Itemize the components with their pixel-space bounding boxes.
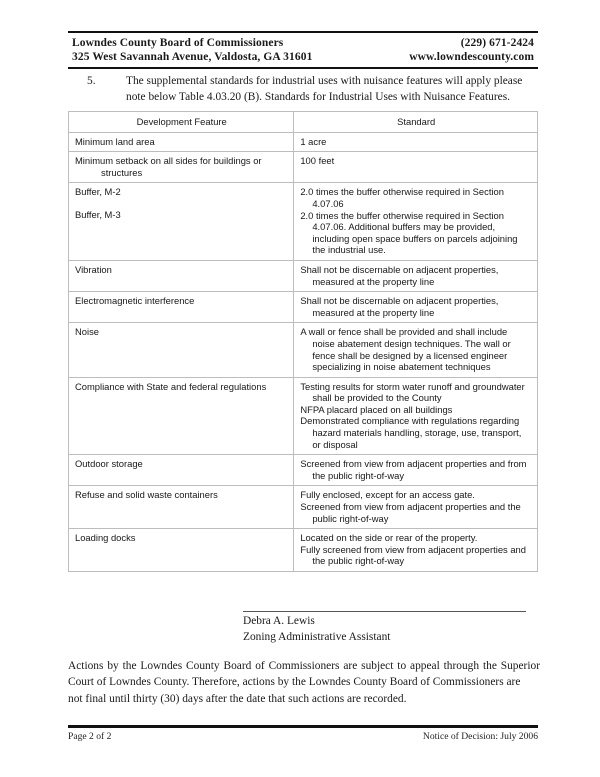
table-row [69, 529, 538, 572]
standard-text: Shall not be discernable on adjacent properties, measured at the property line [300, 263, 499, 287]
feature-text-buffer-m2: Buffer, M-2 [75, 186, 121, 198]
cell-standard [294, 183, 538, 261]
cell-feature [69, 183, 294, 261]
signer-title: Zoning Administrative Assistant [243, 630, 391, 643]
standard-text: 100 feet [300, 155, 335, 167]
standard-text: A wall or fence shall be provided and shall include noise abatement design techniques. The wall or fence shall be designed by a licensed engineer specializing in noise abatement techniques [300, 326, 511, 373]
page-number: Page 2 of 2 [68, 731, 112, 742]
feature-text: Vibration [75, 263, 112, 275]
cell-feature [69, 260, 294, 291]
signer-name: Debra A. Lewis [243, 615, 315, 627]
cell-feature [69, 132, 294, 152]
cell-feature [69, 486, 294, 529]
feature-text: Noise [75, 326, 99, 338]
standard-text: Screened from view from adjacent properties and from the public right-of-way [300, 458, 527, 481]
table-body [69, 132, 538, 571]
table-row [69, 292, 538, 323]
table-row [69, 260, 538, 291]
table-row [69, 323, 538, 377]
standard-text-buffer-m2: 2.0 times the buffer otherwise required in Section 4.07.06 [300, 186, 504, 209]
standard-text: Shall not be discernable on adjacent properties, measured at the property line [300, 295, 499, 318]
numbered-item-5 [68, 74, 538, 105]
item-number: 5. [87, 75, 96, 87]
appeal-notice-paragraph [68, 658, 540, 707]
feature-text: Refuse and solid waste containers [75, 489, 218, 501]
cell-feature [69, 529, 294, 572]
cell-feature [69, 377, 294, 455]
letterhead-line-2 [68, 50, 538, 64]
item-text-line-2: note below Table 4.03.20 (B). Standards for Industrial Uses with Nuisance Features. [126, 90, 510, 103]
cell-standard [294, 152, 538, 183]
standard-text-line-2: NFPA placard placed on all buildings [300, 403, 453, 415]
mailing-address: 325 West Savannah Avenue, Valdosta, GA 31601 [72, 51, 313, 63]
column-header-development-feature: Development Feature [69, 112, 294, 133]
table-row [69, 455, 538, 486]
table-row [69, 152, 538, 183]
table-head [69, 112, 538, 133]
cell-standard [294, 529, 538, 572]
letterhead [68, 31, 538, 69]
phone-number: (229) 671-2424 [460, 37, 534, 49]
feature-text: Loading docks [75, 532, 136, 544]
feature-line-1: Minimum setback on all sides for buildings or [75, 155, 262, 167]
cell-feature [69, 152, 294, 183]
standard-text-line-1: Located on the side or rear of the property. [300, 532, 478, 544]
cell-standard [294, 292, 538, 323]
cell-standard [294, 132, 538, 152]
organization-name: Lowndes County Board of Commissioners [72, 37, 284, 49]
column-header-standard: Standard [294, 112, 538, 133]
table-row [69, 377, 538, 455]
cell-standard [294, 455, 538, 486]
standard-text-buffer-m3: 2.0 times the buffer otherwise required in Section 4.07.06. Additional buffers may be provided, including open space buffers on parcels adjoining the industrial use. [300, 209, 518, 256]
feature-text: Electromagnetic interference [75, 295, 195, 307]
feature-text-buffer-m3: Buffer, M-3 [75, 208, 121, 220]
cell-feature [69, 323, 294, 377]
page-footer [68, 731, 538, 742]
table-header-row [69, 112, 538, 133]
item-text [126, 74, 538, 105]
footer-divider [68, 725, 538, 728]
table-row [69, 132, 538, 152]
spacer [75, 198, 288, 209]
table-row [69, 486, 538, 529]
standard-text-line-2: Screened from view from adjacent properties and the public right-of-way [300, 501, 521, 524]
industrial-standards-table [68, 111, 538, 572]
website-url[interactable]: www.lowndescounty.com [409, 51, 534, 63]
feature-line-2: structures [101, 166, 143, 178]
table-row [69, 183, 538, 261]
signature-block [243, 614, 390, 645]
cell-standard [294, 323, 538, 377]
feature-text [75, 155, 288, 178]
standard-text-line-2: Fully screened from view from adjacent properties and the public right-of-way [300, 543, 526, 567]
footer-notice: Notice of Decision: July 2006 [422, 731, 538, 742]
standard-text: 1 acre [300, 135, 327, 147]
standard-text-line-1: Testing results for storm water runoff and groundwater shall be provided to the County [300, 380, 525, 404]
cell-feature [69, 292, 294, 323]
cell-feature [69, 455, 294, 486]
signature-line [243, 611, 526, 612]
feature-text: Compliance with State and federal regulations [75, 380, 267, 392]
letterhead-line-1 [68, 36, 538, 50]
cell-standard [294, 377, 538, 455]
standard-text-line-3: Demonstrated compliance with regulations regarding hazard materials handling, storage, use, transport, or disposal [300, 415, 522, 450]
appeal-notice-text: Actions by the Lowndes County Board of Commissioners are subject to appeal through the Superior Court of Lowndes County. Therefore, actions by the Lowndes County Board of Commissioners are [68, 660, 540, 689]
feature-text: Outdoor storage [75, 458, 143, 470]
item-text-line-1: The supplemental standards for industrial uses with nuisance features will apply please [126, 75, 523, 87]
standard-text-line-1: Fully enclosed, except for an access gate. [300, 489, 475, 501]
cell-standard [294, 260, 538, 291]
cell-standard [294, 486, 538, 529]
appeal-notice-last-line: not final until thirty (30) days after the date that such actions are recorded. [68, 692, 407, 705]
feature-text: Minimum land area [75, 135, 155, 147]
